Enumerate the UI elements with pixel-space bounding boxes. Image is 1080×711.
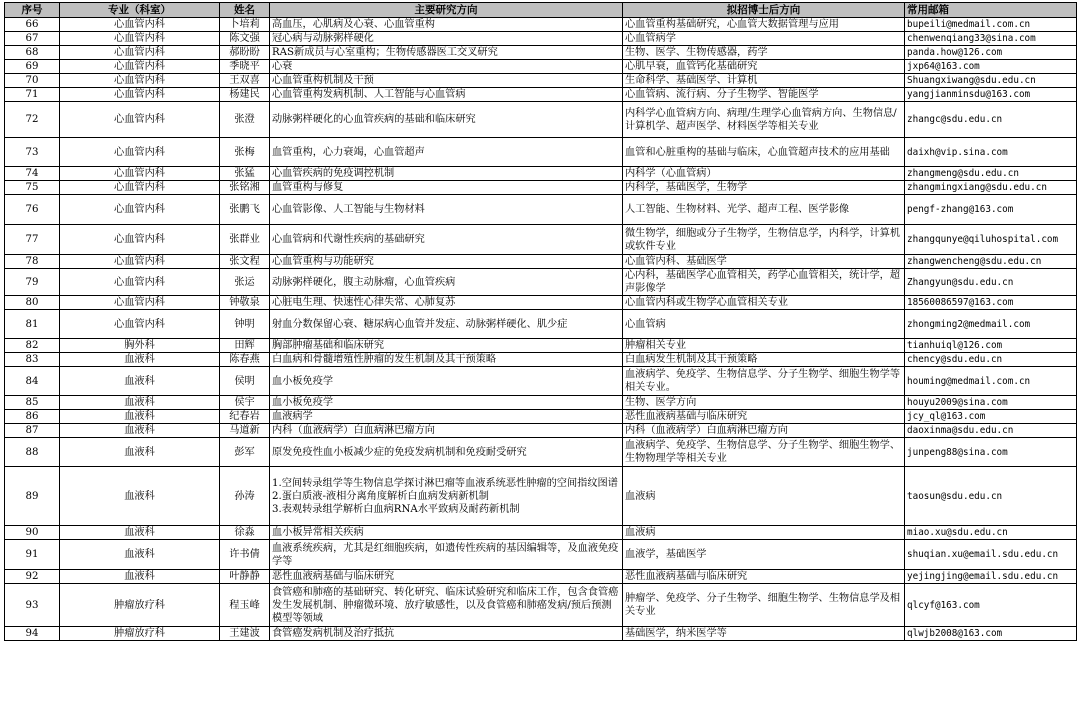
cell-no: 86: [5, 410, 60, 424]
cell-name: 纪春岩: [220, 410, 270, 424]
cell-postdoc: 生物、医学、生物传感器，药学: [623, 46, 905, 60]
cell-postdoc: 内科（血液病学）白血病淋巴瘤方向: [623, 424, 905, 438]
cell-postdoc: 微生物学，细胞或分子生物学，生物信息学，内科学，计算机或软件专业: [623, 225, 905, 255]
cell-no: 68: [5, 46, 60, 60]
cell-no: 90: [5, 526, 60, 540]
cell-no: 89: [5, 467, 60, 526]
cell-postdoc: 恶性血液病基础与临床研究: [623, 570, 905, 584]
cell-name: 侯明: [220, 367, 270, 396]
cell-postdoc: 内科学心血管病方向、病理/生理学心血管病方向、生物信息/计算机学、超声医学、材料医学等相关专业: [623, 102, 905, 138]
cell-dept: 肿瘤放疗科: [60, 584, 220, 627]
cell-research: 冠心病与动脉粥样硬化: [270, 32, 623, 46]
cell-no: 78: [5, 255, 60, 269]
cell-name: 程玉峰: [220, 584, 270, 627]
cell-dept: 心血管内科: [60, 181, 220, 195]
cell-dept: 心血管内科: [60, 167, 220, 181]
cell-no: 94: [5, 627, 60, 641]
table-body: [5, 18, 1077, 641]
cell-no: 72: [5, 102, 60, 138]
cell-name: 张文程: [220, 255, 270, 269]
cell-name: 郝盼盼: [220, 46, 270, 60]
cell-no: 76: [5, 195, 60, 225]
cell-email: houyu2009@sina.com: [905, 396, 1077, 410]
cell-research: 血小板异常相关疾病: [270, 526, 623, 540]
cell-name: 徐淼: [220, 526, 270, 540]
cell-name: 马道新: [220, 424, 270, 438]
table-row: [5, 88, 1077, 102]
cell-dept: 血液科: [60, 367, 220, 396]
cell-no: 69: [5, 60, 60, 74]
table-row: [5, 102, 1077, 138]
cell-postdoc: 心血管病学: [623, 32, 905, 46]
cell-research: 食管癌发病机制及治疗抵抗: [270, 627, 623, 641]
table-row: [5, 367, 1077, 396]
table-row: [5, 540, 1077, 570]
table-row: [5, 225, 1077, 255]
cell-name: 张运: [220, 269, 270, 296]
cell-email: shuqian.xu@email.sdu.edu.cn: [905, 540, 1077, 570]
cell-research: 心血管影像、人工智能与生物材料: [270, 195, 623, 225]
cell-email: jxp64@163.com: [905, 60, 1077, 74]
table-row: [5, 138, 1077, 167]
cell-research: 血管重构，心力衰竭，心血管超声: [270, 138, 623, 167]
table-row: [5, 32, 1077, 46]
cell-email: chency@sdu.edu.cn: [905, 353, 1077, 367]
cell-name: 卜培莉: [220, 18, 270, 32]
table-row: [5, 74, 1077, 88]
postdoc-supervisor-table: [4, 2, 1077, 641]
cell-name: 张梅: [220, 138, 270, 167]
cell-dept: 心血管内科: [60, 310, 220, 339]
cell-name: 季晓平: [220, 60, 270, 74]
table-row: [5, 410, 1077, 424]
cell-dept: 心血管内科: [60, 18, 220, 32]
table-row: [5, 255, 1077, 269]
cell-no: 91: [5, 540, 60, 570]
table-row: [5, 195, 1077, 225]
cell-no: 93: [5, 584, 60, 627]
table-row: [5, 18, 1077, 32]
cell-postdoc: 血液病: [623, 467, 905, 526]
cell-no: 88: [5, 438, 60, 467]
cell-dept: 血液科: [60, 410, 220, 424]
cell-dept: 肿瘤放疗科: [60, 627, 220, 641]
header-email: 常用邮箱: [905, 3, 1077, 18]
cell-dept: 心血管内科: [60, 102, 220, 138]
cell-dept: 血液科: [60, 526, 220, 540]
cell-email: junpeng88@sina.com: [905, 438, 1077, 467]
header-dept: 专业（科室）: [60, 3, 220, 18]
cell-email: qlcyf@163.com: [905, 584, 1077, 627]
cell-research: 动脉粥样硬化的心血管疾病的基础和临床研究: [270, 102, 623, 138]
cell-postdoc: 心内科，基础医学心血管相关，药学心血管相关，统计学，超声影像学: [623, 269, 905, 296]
cell-postdoc: 血液病学、免疫学、生物信息学、分子生物学、细胞生物学、生物物理学等相关专业: [623, 438, 905, 467]
cell-research: 1.空间转录组学等生物信息学探讨淋巴瘤等血液系统恶性肿瘤的空间指纹图谱 2.蛋白质液-液相分离角度解析白血病发病新机制 3.表观转录组学解析白血病RNA水平致病及耐药新机制: [270, 467, 623, 526]
cell-postdoc: 肿瘤相关专业: [623, 339, 905, 353]
cell-postdoc: 心血管内科、基础医学: [623, 255, 905, 269]
cell-email: Shuangxiwang@sdu.edu.cn: [905, 74, 1077, 88]
cell-no: 82: [5, 339, 60, 353]
cell-email: qlwjb2008@163.com: [905, 627, 1077, 641]
cell-name: 杨建民: [220, 88, 270, 102]
table-row: [5, 424, 1077, 438]
cell-no: 71: [5, 88, 60, 102]
cell-name: 侯宇: [220, 396, 270, 410]
cell-postdoc: 心血管内科或生物学心血管相关专业: [623, 296, 905, 310]
cell-dept: 心血管内科: [60, 225, 220, 255]
cell-name: 张铭湘: [220, 181, 270, 195]
cell-no: 80: [5, 296, 60, 310]
cell-name: 钟明: [220, 310, 270, 339]
cell-dept: 血液科: [60, 540, 220, 570]
cell-email: yangjianminsdu@163.com: [905, 88, 1077, 102]
cell-research: 动脉粥样硬化，腹主动脉瘤，心血管疾病: [270, 269, 623, 296]
cell-email: jcy_ql@163.com: [905, 410, 1077, 424]
cell-no: 81: [5, 310, 60, 339]
table-row: [5, 310, 1077, 339]
table-row: [5, 438, 1077, 467]
cell-email: houming@medmail.com.cn: [905, 367, 1077, 396]
cell-name: 叶静静: [220, 570, 270, 584]
cell-dept: 心血管内科: [60, 60, 220, 74]
cell-postdoc: 恶性血液病基础与临床研究: [623, 410, 905, 424]
cell-name: 许书倩: [220, 540, 270, 570]
cell-research: 血小板免疫学: [270, 396, 623, 410]
table-header: [5, 3, 1077, 18]
cell-dept: 血液科: [60, 396, 220, 410]
cell-research: 心脏电生理、快速性心律失常、心肺复苏: [270, 296, 623, 310]
table-row: [5, 339, 1077, 353]
cell-dept: 心血管内科: [60, 32, 220, 46]
cell-postdoc: 内科学（心血管病）: [623, 167, 905, 181]
table-row: [5, 296, 1077, 310]
header-research: 主要研究方向: [270, 3, 623, 18]
table-row: [5, 627, 1077, 641]
header-postdoc: 拟招博士后方向: [623, 3, 905, 18]
cell-research: 血液系统疾病，尤其是红细胞疾病，如遗传性疾病的基因编辑等，及血液免疫学等: [270, 540, 623, 570]
cell-research: 内科（血液病学）白血病淋巴瘤方向: [270, 424, 623, 438]
table-row: [5, 167, 1077, 181]
cell-email: 18560086597@163.com: [905, 296, 1077, 310]
cell-no: 70: [5, 74, 60, 88]
cell-postdoc: 心血管病、流行病、分子生物学、智能医学: [623, 88, 905, 102]
cell-postdoc: 血液病学、免疫学、生物信息学、分子生物学、细胞生物学等相关专业。: [623, 367, 905, 396]
cell-postdoc: 心肌早衰，血管钙化基础研究: [623, 60, 905, 74]
table-row: [5, 584, 1077, 627]
cell-dept: 胸外科: [60, 339, 220, 353]
cell-postdoc: 心血管病: [623, 310, 905, 339]
cell-postdoc: 基础医学，纳米医学等: [623, 627, 905, 641]
cell-email: zhangqunye@qiluhospital.com: [905, 225, 1077, 255]
cell-no: 92: [5, 570, 60, 584]
cell-dept: 心血管内科: [60, 255, 220, 269]
cell-research: 血液病学: [270, 410, 623, 424]
cell-postdoc: 生命科学、基础医学、计算机: [623, 74, 905, 88]
cell-name: 王建波: [220, 627, 270, 641]
cell-postdoc: 白血病发生机制及其干预策略: [623, 353, 905, 367]
cell-dept: 血液科: [60, 424, 220, 438]
cell-postdoc: 内科学，基础医学，生物学: [623, 181, 905, 195]
cell-email: zhangmeng@sdu.edu.cn: [905, 167, 1077, 181]
cell-research: 高血压，心肌病及心衰、心血管重构: [270, 18, 623, 32]
cell-email: yejingjing@email.sdu.edu.cn: [905, 570, 1077, 584]
table-row: [5, 353, 1077, 367]
cell-postdoc: 心血管重构基础研究，心血管大数据管理与应用: [623, 18, 905, 32]
table-row: [5, 526, 1077, 540]
cell-no: 84: [5, 367, 60, 396]
cell-email: daixh@vip.sina.com: [905, 138, 1077, 167]
cell-research: 心血管重构与功能研究: [270, 255, 623, 269]
table-row: [5, 46, 1077, 60]
cell-email: miao.xu@sdu.edu.cn: [905, 526, 1077, 540]
cell-research: 血小板免疫学: [270, 367, 623, 396]
cell-name: 张猛: [220, 167, 270, 181]
cell-research: 心血管重构机制及干预: [270, 74, 623, 88]
cell-email: zhangmingxiang@sdu.edu.cn: [905, 181, 1077, 195]
cell-email: zhongming2@medmail.com: [905, 310, 1077, 339]
table-row: [5, 181, 1077, 195]
cell-dept: 心血管内科: [60, 195, 220, 225]
cell-no: 79: [5, 269, 60, 296]
cell-no: 87: [5, 424, 60, 438]
cell-no: 73: [5, 138, 60, 167]
cell-name: 王双喜: [220, 74, 270, 88]
cell-research: 射血分数保留心衰、糖尿病心血管并发症、动脉粥样硬化、肌少症: [270, 310, 623, 339]
cell-name: 钟敬泉: [220, 296, 270, 310]
cell-name: 张澄: [220, 102, 270, 138]
table-row: [5, 467, 1077, 526]
cell-research: 血管重构与修复: [270, 181, 623, 195]
cell-email: Zhangyun@sdu.edu.cn: [905, 269, 1077, 296]
cell-email: chenwenqiang33@sina.com: [905, 32, 1077, 46]
cell-name: 孙涛: [220, 467, 270, 526]
cell-name: 张鹏飞: [220, 195, 270, 225]
cell-email: zhangc@sdu.edu.cn: [905, 102, 1077, 138]
cell-dept: 血液科: [60, 570, 220, 584]
cell-email: bupeili@medmail.com.cn: [905, 18, 1077, 32]
cell-name: 田辉: [220, 339, 270, 353]
cell-dept: 血液科: [60, 467, 220, 526]
cell-postdoc: 人工智能、生物材料、光学、超声工程、医学影像: [623, 195, 905, 225]
cell-research: 心衰: [270, 60, 623, 74]
cell-no: 67: [5, 32, 60, 46]
table-row: [5, 60, 1077, 74]
header-name: 姓名: [220, 3, 270, 18]
cell-no: 74: [5, 167, 60, 181]
cell-research: 食管癌和肺癌的基础研究、转化研究、临床试验研究和临床工作，包含食管癌发生发展机制、肿瘤微环境、放疗敏感性，以及食管癌和肺癌发病/预后预测模型等领域: [270, 584, 623, 627]
cell-dept: 心血管内科: [60, 88, 220, 102]
cell-dept: 心血管内科: [60, 74, 220, 88]
table-row: [5, 396, 1077, 410]
cell-email: zhangwencheng@sdu.edu.cn: [905, 255, 1077, 269]
table-row: [5, 570, 1077, 584]
cell-dept: 心血管内科: [60, 46, 220, 60]
cell-postdoc: 血液病: [623, 526, 905, 540]
cell-email: tianhuiql@126.com: [905, 339, 1077, 353]
cell-research: 心血管疾病的免疫调控机制: [270, 167, 623, 181]
cell-research: 心血管病和代谢性疾病的基础研究: [270, 225, 623, 255]
table-row: [5, 269, 1077, 296]
cell-email: pengf-zhang@163.com: [905, 195, 1077, 225]
cell-research: 原发免疫性血小板减少症的免疫发病机制和免疫耐受研究: [270, 438, 623, 467]
cell-name: 陈文强: [220, 32, 270, 46]
header-no: 序号: [5, 3, 60, 18]
cell-dept: 心血管内科: [60, 296, 220, 310]
cell-email: daoxinma@sdu.edu.cn: [905, 424, 1077, 438]
cell-no: 77: [5, 225, 60, 255]
cell-research: 白血病和骨髓增殖性肿瘤的发生机制及其干预策略: [270, 353, 623, 367]
cell-postdoc: 血液学，基础医学: [623, 540, 905, 570]
cell-research: 恶性血液病基础与临床研究: [270, 570, 623, 584]
cell-research: 心血管重构发病机制、人工智能与心血管病: [270, 88, 623, 102]
cell-no: 85: [5, 396, 60, 410]
cell-postdoc: 肿瘤学、免疫学、分子生物学、细胞生物学、生物信息学及相关专业: [623, 584, 905, 627]
cell-no: 83: [5, 353, 60, 367]
cell-research: RAS新成员与心室重构；生物传感器医工交叉研究: [270, 46, 623, 60]
cell-email: taosun@sdu.edu.cn: [905, 467, 1077, 526]
cell-dept: 心血管内科: [60, 138, 220, 167]
cell-name: 彭军: [220, 438, 270, 467]
cell-dept: 心血管内科: [60, 269, 220, 296]
cell-email: panda.how@126.com: [905, 46, 1077, 60]
cell-no: 66: [5, 18, 60, 32]
cell-dept: 血液科: [60, 438, 220, 467]
cell-dept: 血液科: [60, 353, 220, 367]
cell-postdoc: 生物、医学方向: [623, 396, 905, 410]
cell-research: 胸部肿瘤基础和临床研究: [270, 339, 623, 353]
cell-name: 张群业: [220, 225, 270, 255]
cell-postdoc: 血管和心脏重构的基础与临床，心血管超声技术的应用基础: [623, 138, 905, 167]
cell-name: 陈春燕: [220, 353, 270, 367]
cell-no: 75: [5, 181, 60, 195]
